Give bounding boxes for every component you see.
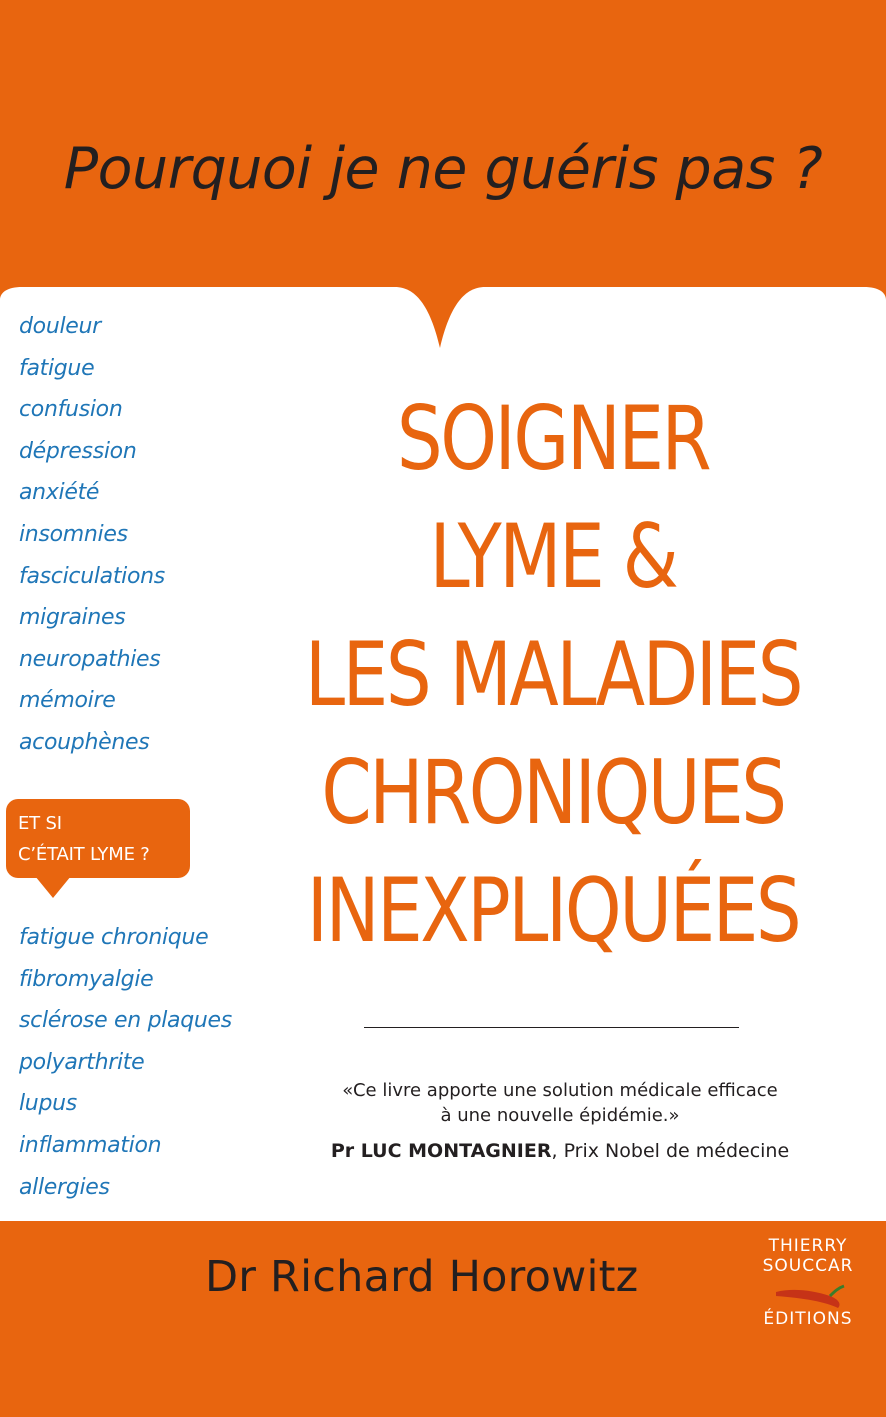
symptom-item: fatigue <box>19 355 95 381</box>
cover-question: Pourquoi je ne guéris pas ? <box>63 136 823 202</box>
attribution-role: , Prix Nobel de médecine <box>551 1140 790 1162</box>
symptom-item: fasciculations <box>19 563 165 589</box>
condition-item: sclérose en plaques <box>19 1008 232 1034</box>
symptom-item: dépression <box>19 438 137 464</box>
symptom-list-top <box>19 312 165 770</box>
quote-line-2: à une nouvelle épidémie.» <box>440 1105 680 1126</box>
symptom-item: douleur <box>19 314 101 339</box>
condition-item: fibromyalgie <box>19 966 154 992</box>
divider-line <box>364 1027 739 1028</box>
title-line: SOIGNER <box>396 387 710 490</box>
symptom-item: migraines <box>19 605 126 631</box>
title-line: CHRONIQUES <box>321 741 785 844</box>
author-name: Dr Richard Horowitz <box>205 1252 639 1302</box>
chili-pepper-icon <box>768 1282 848 1314</box>
symptom-item: acouphènes <box>19 729 150 755</box>
symptom-item: anxiété <box>19 480 100 506</box>
endorsement-quote <box>280 1078 840 1128</box>
bubble-text-line-2: C’ÉTAIT LYME ? <box>18 844 150 865</box>
title-line: LYME & <box>429 505 677 608</box>
title-line: INEXPLIQUÉES <box>306 859 800 962</box>
speech-bubble <box>6 799 190 878</box>
symptom-item: confusion <box>19 397 123 423</box>
symptom-list-bottom <box>19 923 232 1214</box>
book-title <box>233 380 873 970</box>
publisher-line-1: THIERRY <box>768 1236 848 1256</box>
symptom-item: neuropathies <box>19 646 161 672</box>
publisher-line-2: SOUCCAR <box>762 1256 854 1276</box>
condition-item: lupus <box>19 1091 77 1117</box>
condition-item: fatigue chronique <box>19 925 209 950</box>
symptom-item: mémoire <box>19 688 116 714</box>
bubble-text-line-1: ET SI <box>18 813 62 834</box>
title-line: LES MALADIES <box>304 623 802 726</box>
publisher-line-3: ÉDITIONS <box>763 1309 853 1329</box>
bottom-orange-band <box>0 1221 886 1417</box>
quote-attribution <box>280 1140 840 1162</box>
speech-bubble-tail <box>35 876 71 898</box>
condition-item: inflammation <box>19 1132 162 1158</box>
symptom-item: insomnies <box>19 521 128 547</box>
quote-line-1: «Ce livre apporte une solution médicale efficace <box>342 1080 778 1101</box>
attribution-name: Pr LUC MONTAGNIER <box>330 1140 552 1162</box>
condition-item: allergies <box>19 1174 110 1200</box>
condition-item: polyarthrite <box>19 1049 145 1075</box>
